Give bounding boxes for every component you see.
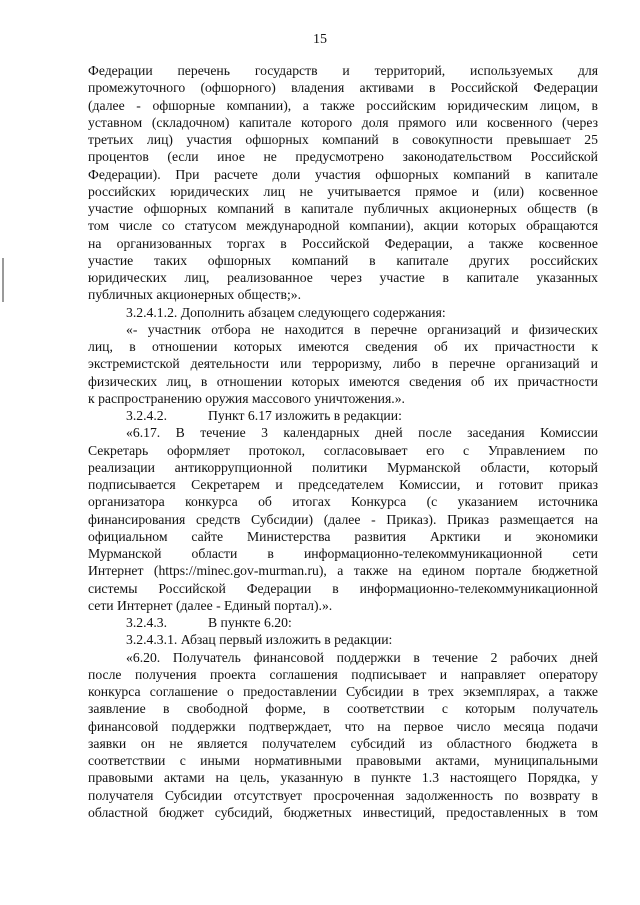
text-line: физических лиц, в отношении которых имеются сведения об их причастности [88, 373, 598, 389]
text-line: финансовой поддержки подтверждает, что на первое число месяца подачи [88, 718, 598, 734]
text-line: участие офшорных компаний в капитале публичных акционерных обществ (в [88, 201, 598, 216]
text-line: 3.2.4.1.2. Дополнить абзацем следующего содержания: [126, 304, 446, 320]
text-line: реализации антикоррупционной политики Мурманской области, который [88, 459, 598, 475]
text-line: к распространению оружия массового уничтожения.». [88, 390, 405, 406]
text-line: получателя Субсидии отсутствует просроченная задолженность по возврату в [88, 787, 598, 803]
text-line: экстремистской деятельности или терроризму, либо в перечне организаций и [88, 356, 598, 372]
text-line: Секретарь оформляет протокол, согласовывает его с Управлением по [88, 442, 598, 458]
text-line: конкурса соглашение о предоставлении Субсидии в трех экземплярах, а также [88, 684, 598, 699]
text-line: правовыми актами на цель, указанную в пункте 1.3 настоящего Порядка, у [88, 770, 598, 786]
text-line: на организованных торгах в Российской Федерации, а также косвенное [88, 235, 598, 251]
text-line: том числе со статусом международной компании), акции которых обращаются [88, 218, 598, 234]
text-line: системы Российской Федерации в информационно-телекоммуникационной [88, 580, 598, 596]
text-line: Федерации перечень государств и территорий, используемых для [88, 63, 598, 78]
text-line: областной бюджет субсидий, бюджетных инвестиций, предоставленных в том [88, 804, 598, 820]
text-line: участие таких офшорных компаний в капитале других российских [88, 252, 598, 268]
text-line: Федерации). При расчете доли участия офшорных компаний в капитале [88, 166, 598, 182]
item-number: 3.2.4.2. [126, 408, 168, 423]
text-line: после получения проекта соглашения подписывает и направляет оператору [88, 666, 598, 682]
text-line: заявки он не является получателем субсидий из областного бюджета в [88, 735, 598, 751]
text-line: Интернет (https://minec.gov-murman.ru), а также на едином портале бюджетной [88, 563, 598, 579]
text-line: заявление в свободной форме, в соответствии с которым получатель [88, 701, 598, 717]
text-line: (далее - офшорные компании), а также российским юридическим лицом, в [88, 97, 598, 113]
text-line: официальном сайте Министерства развития Арктики и экономики [88, 528, 598, 544]
text-line: организатора конкурса об итогах Конкурса (с указанием источника [88, 494, 598, 510]
page-number: 15 [313, 32, 327, 47]
text-line [88, 821, 598, 838]
item-text: В пункте 6.20: [208, 615, 292, 630]
text-line: сети Интернет (далее - Единый портал).». [88, 597, 333, 613]
text-line: соответствии с иными нормативными правовыми актами, муниципальными [88, 753, 598, 768]
text-line [88, 614, 598, 631]
text-line: промежуточного (офшорного) владения активами в Российской Федерации [88, 80, 598, 96]
text-line: российских юридических лиц не учитывается прямое и (или) косвенное [88, 183, 598, 199]
text-line: «6.20. Получатель финансовой поддержки в течение 2 рабочих дней [126, 649, 598, 665]
item-number: 3.2.4.3. [126, 615, 168, 630]
item-text: Пункт 6.17 изложить в редакции: [208, 408, 402, 423]
text-line: публичных акционерных обществ;». [88, 287, 302, 303]
text-line: юридических лиц, реализованное через участие в капитале указанных [88, 270, 598, 285]
scan-edge-mark [2, 258, 4, 302]
text-line: «- участник отбора не находится в перечне организаций и физических [126, 321, 598, 337]
text-line: подписывается Секретарем и председателем Комиссии, и готовит приказ [88, 477, 598, 492]
text-line: третьих лиц) участия офшорных компаний в совокупности превышает 25 [88, 132, 598, 147]
text-line: лиц, в отношении которых имеются сведения об их причастности к [88, 339, 598, 354]
text-line: финансирования средств Субсидии) (далее - Приказ). Приказ размещается на [88, 511, 598, 527]
text-line [88, 407, 598, 424]
text-line: «6.17. В течение 3 календарных дней после заседания Комиссии [126, 425, 598, 441]
text-line: уставном (складочном) капитале которого доля прямого или косвенного (через [88, 114, 598, 130]
text-line: 3.2.4.3.1. Абзац первый изложить в редакции: [126, 632, 393, 648]
text-line: Мурманской области в информационно-телекоммуникационной сети [88, 546, 598, 561]
text-line: процентов (если иное не предусмотрено законодательством Российской [88, 149, 598, 165]
document-body [88, 62, 598, 838]
